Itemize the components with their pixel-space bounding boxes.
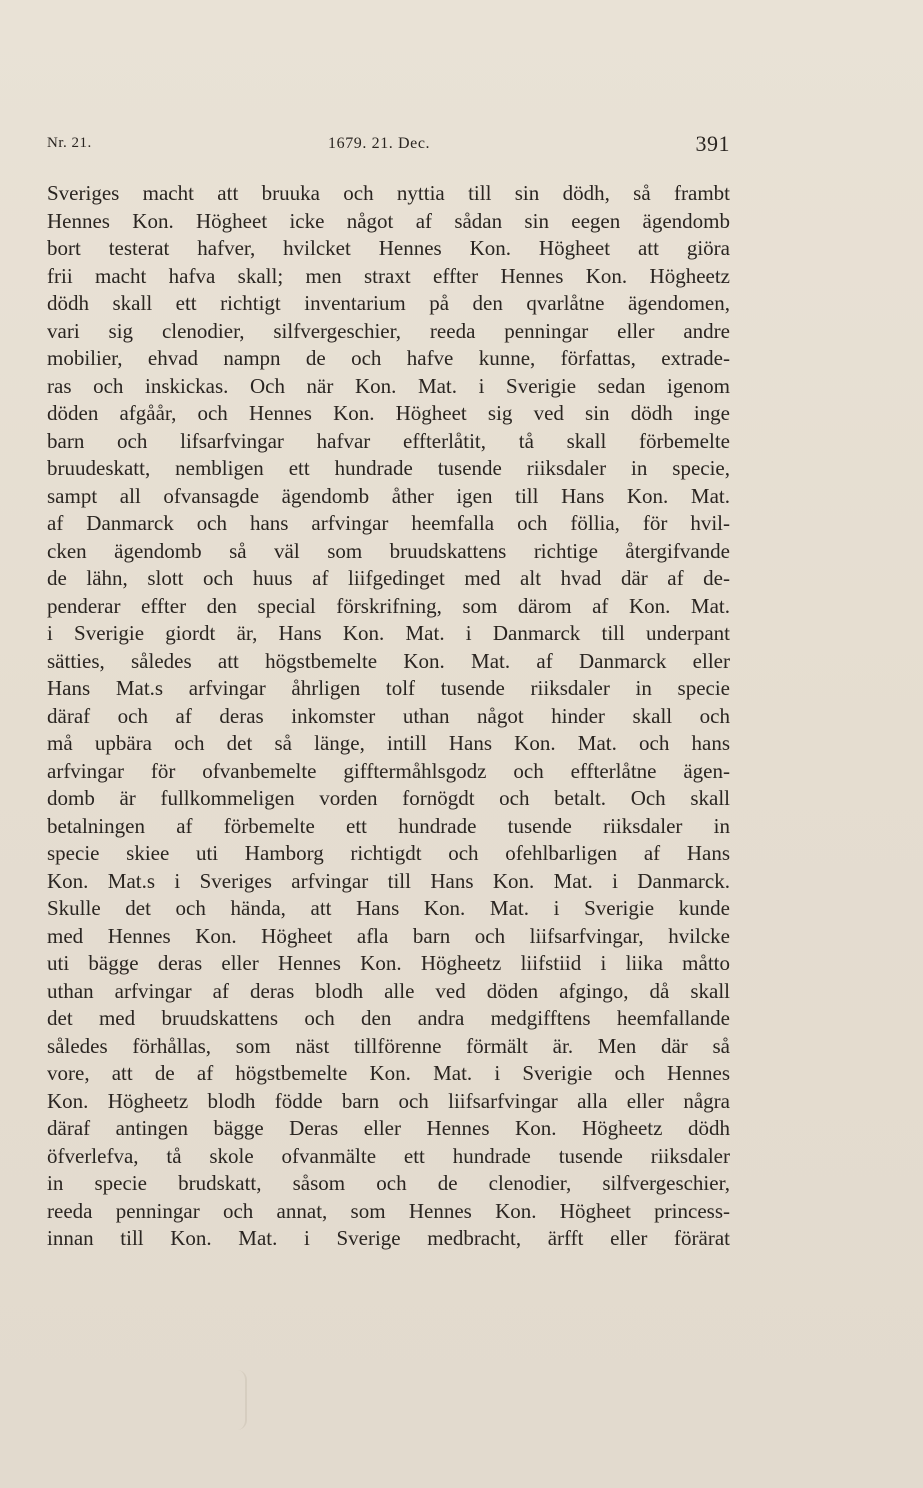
text-line: dödh skall ett richtigt inventarium på den qvarlåtne ägendomen,: [47, 291, 730, 315]
text-line: de lähn, slott och huus af liifgedinget med alt hvad där af de-: [47, 566, 730, 590]
text-line: mobilier, ehvad nampn de och hafve kunne, författas, extrade-: [47, 346, 730, 370]
text-line: Skulle det och hända, att Hans Kon. Mat. i Sverigie kunde: [47, 896, 730, 920]
text-line: med Hennes Kon. Högheet afla barn och liifsarfvingar, hvilcke: [47, 923, 730, 948]
text-line: vari sig clenodier, silfvergeschier, reeda penningar eller andre: [47, 318, 730, 343]
text-line: sampt all ofvansagde ägendomb åther igen till Hans Kon. Mat.: [47, 483, 730, 508]
text-line: bruudeskatt, nembligen ett hundrade tusende riiksdaler in specie,: [47, 456, 730, 480]
text-line: reeda penningar och annat, som Hennes Kon. Högheet princess-: [47, 1198, 730, 1223]
page-edge-mark: [0, 1370, 247, 1430]
page-number: 391: [695, 131, 730, 156]
text-line: däraf antingen bägge Deras eller Hennes Kon. Högheetz dödh: [47, 1116, 730, 1140]
text-line: penderar effter den special förskrifning, som därom af Kon. Mat.: [47, 593, 730, 618]
text-line: Hennes Kon. Högheet icke något af sådan sin eegen ägendomb: [47, 208, 730, 233]
text-line: Kon. Mat.s i Sveriges arfvingar till Hans Kon. Mat. i Danmarck.: [47, 868, 730, 893]
text-line: Hans Mat.s arfvingar åhrligen tolf tusende riiksdaler in specie: [47, 676, 730, 700]
document-number: Nr. 21.: [47, 135, 92, 151]
text-line: sätties, således att högstbemelte Kon. Mat. af Danmarck eller: [47, 648, 730, 673]
text-line: cken ägendomb så väl som bruudskattens richtige återgifvande: [47, 538, 730, 563]
text-line: frii macht hafva skall; men straxt effter Hennes Kon. Högheetz: [47, 263, 730, 288]
text-line: uthan arfvingar af deras blodh alle ved döden afgingo, då skall: [47, 978, 730, 1003]
text-line: Kon. Högheetz blodh födde barn och liifsarfvingar alla eller några: [47, 1088, 730, 1113]
body-text: [47, 180, 730, 1253]
running-header: [47, 131, 730, 161]
text-line: vore, att de af högstbemelte Kon. Mat. i Sverigie och Hennes: [47, 1061, 730, 1085]
text-line: öfverlefva, tå skole ofvanmälte ett hundrade tusende riiksdaler: [47, 1143, 730, 1168]
document-date: 1679. 21. Dec.: [328, 135, 431, 152]
text-line: bort testerat hafver, hvilcket Hennes Kon. Högheet att giöra: [47, 236, 730, 260]
text-line: i Sverigie giordt är, Hans Kon. Mat. i Danmarck till underpant: [47, 621, 730, 645]
text-line: barn och lifsarfvingar hafvar effterlåtit, tå skall förbemelte: [47, 428, 730, 453]
text-line: må upbära och det så länge, intill Hans Kon. Mat. och hans: [47, 731, 730, 755]
text-line: uti bägge deras eller Hennes Kon. Högheetz liifstiid i liika måtto: [47, 951, 730, 975]
text-line: domb är fullkommeligen vorden fornögdt och betalt. Och skall: [47, 786, 730, 810]
text-line: det med bruudskattens och den andra medgifftens heemfallande: [47, 1006, 730, 1030]
text-line: Sveriges macht att bruuka och nyttia till sin dödh, så frambt: [47, 181, 730, 205]
text-line: ras och inskickas. Och när Kon. Mat. i Sverigie sedan igenom: [47, 373, 730, 398]
text-line: betalningen af förbemelte ett hundrade tusende riiksdaler in: [47, 813, 730, 838]
text-line: innan till Kon. Mat. i Sverige medbracht, ärfft eller förärat: [47, 1226, 730, 1250]
text-line: döden afgåår, och Hennes Kon. Högheet sig ved sin dödh inge: [47, 401, 730, 425]
text-line: af Danmarck och hans arfvingar heemfalla och föllia, för hvil-: [47, 511, 730, 535]
text-line: således förhållas, som näst tillförenne förmält är. Men där så: [47, 1033, 730, 1058]
text-line: däraf och af deras inkomster uthan något hinder skall och: [47, 703, 730, 728]
text-line: specie skiee uti Hamborg richtigdt och ofehlbarligen af Hans: [47, 841, 730, 865]
text-line: arfvingar för ofvanbemelte gifftermåhlsgodz och effterlåtne ägen-: [47, 758, 730, 783]
text-line: in specie brudskatt, såsom och de clenodier, silfvergeschier,: [47, 1171, 730, 1195]
